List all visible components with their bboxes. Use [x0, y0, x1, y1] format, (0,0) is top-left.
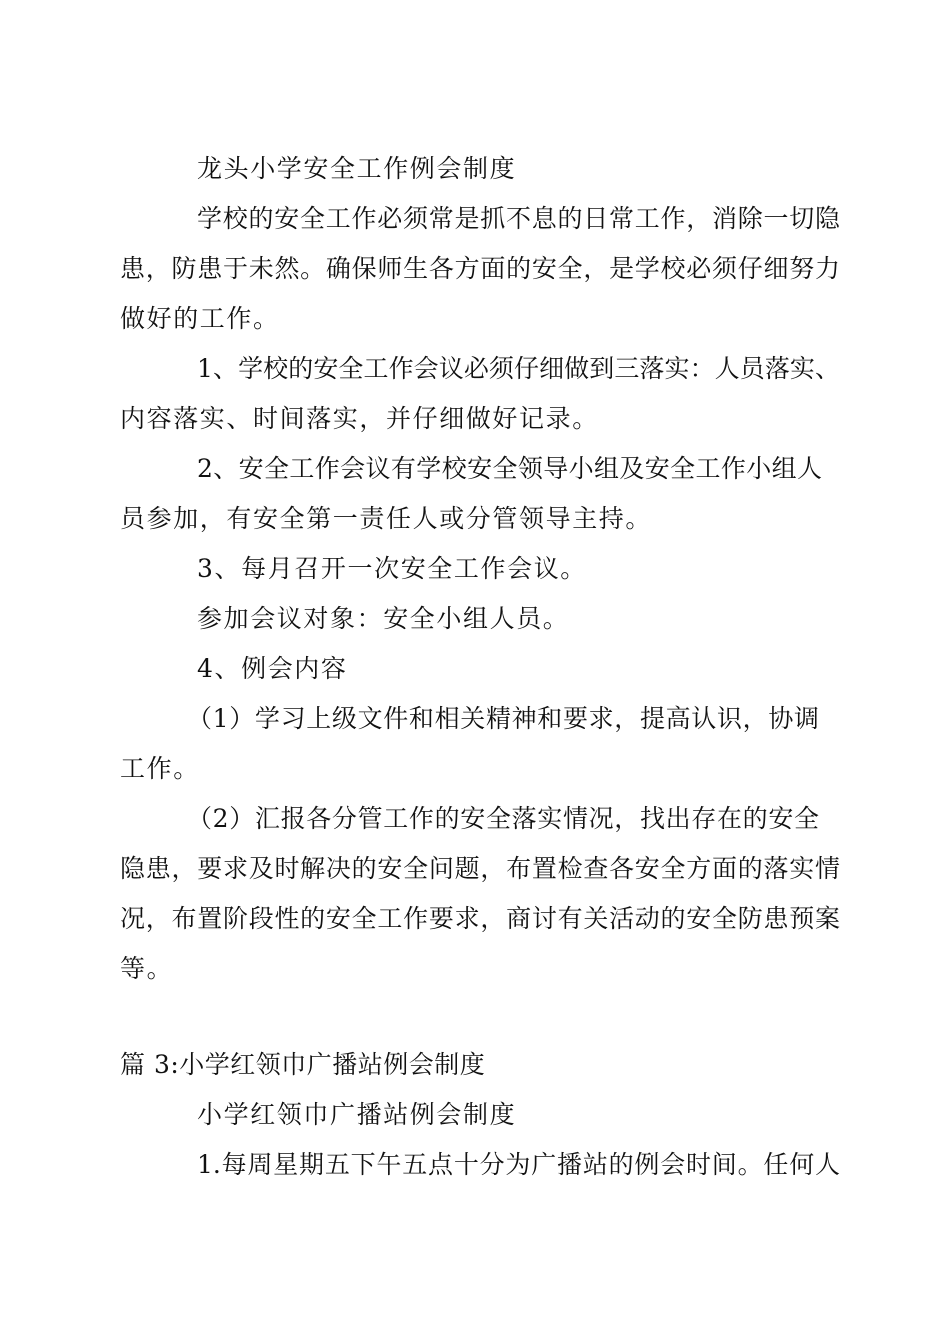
sub2-line-1: （2）汇报各分管工作的安全落实情况，找出存在的安全 — [187, 804, 819, 833]
item2-line-1: 2、安全工作会议有学校安全领导小组及安全工作小组人 — [197, 454, 822, 483]
sub2-line-2: 隐患，要求及时解决的安全问题，布置检查各安全方面的落实情 — [120, 854, 840, 883]
intro-line-3: 做好的工作。 — [120, 304, 280, 333]
sub2-line-4: 等。 — [120, 954, 174, 983]
sub1-line-2: 工作。 — [120, 754, 200, 783]
intro-line-2: 患，防患于未然。确保师生各方面的安全，是学校必须仔细努力 — [120, 254, 840, 283]
item4-line: 4、例会内容 — [197, 654, 348, 683]
sub1-line-1: （1）学习上级文件和相关精神和要求，提高认识，协调 — [187, 704, 819, 733]
item1-line-2: 内容落实、时间落实，并仔细做好记录。 — [120, 404, 599, 433]
item2-line-2: 员参加，有安全第一责任人或分管领导主持。 — [120, 504, 653, 533]
item1-line-1: 1、学校的安全工作会议必须仔细做到三落实：人员落实、 — [197, 354, 840, 383]
attendees-line: 参加会议对象：安全小组人员。 — [197, 604, 570, 633]
section2-item1: 1.每周星期五下午五点十分为广播站的例会时间。任何人 — [197, 1150, 840, 1179]
sub2-line-3: 况，布置阶段性的安全工作要求，商讨有关活动的安全防患预案 — [120, 904, 840, 933]
section2-title: 小学红领巾广播站例会制度 — [197, 1100, 517, 1129]
item3-line: 3、每月召开一次安全工作会议。 — [197, 554, 587, 583]
section1-title: 龙头小学安全工作例会制度 — [197, 154, 517, 183]
intro-line-1: 学校的安全工作必须常是抓不息的日常工作，消除一切隐 — [197, 204, 840, 233]
section2-heading: 篇 3:小学红领巾广播站例会制度 — [120, 1050, 486, 1079]
